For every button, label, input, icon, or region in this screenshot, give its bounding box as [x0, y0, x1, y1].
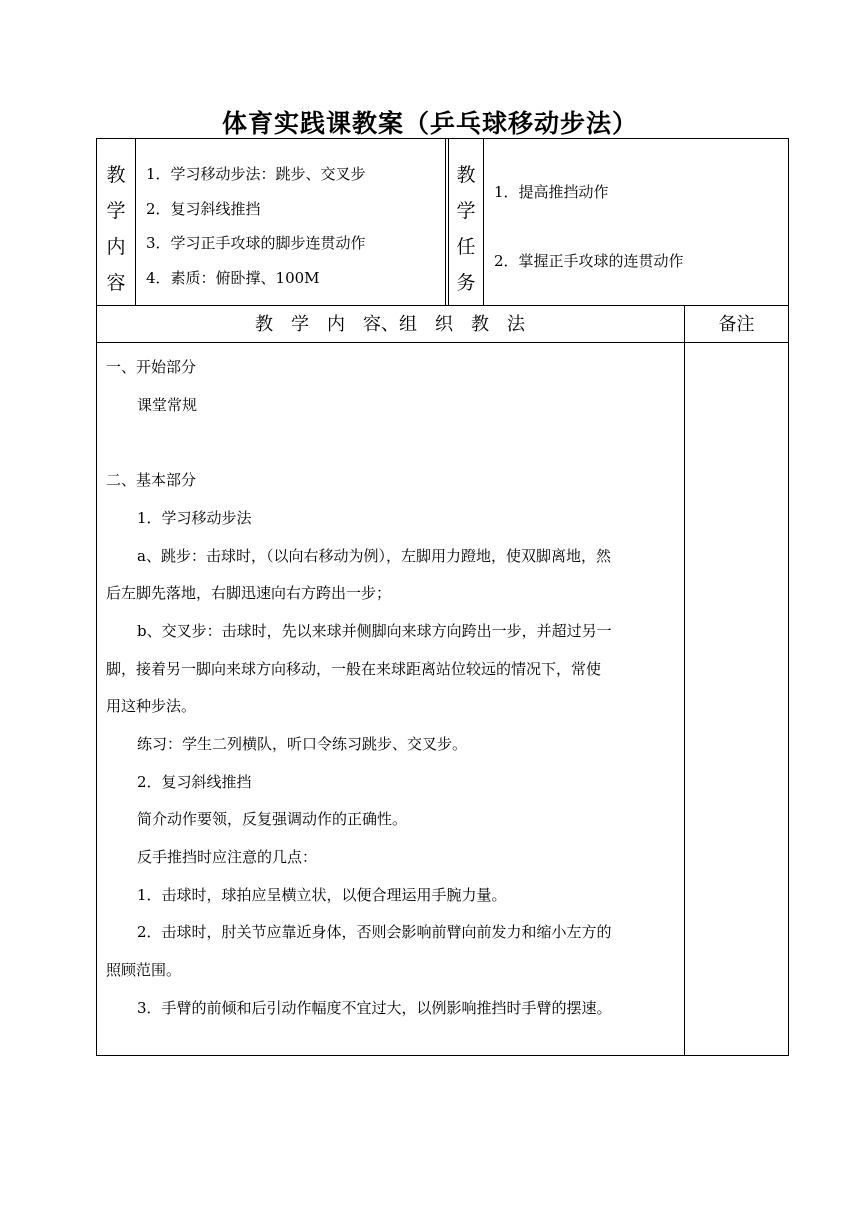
body-line: a、跳步：击球时，（以向右移动为例），左脚用力蹬地，使双脚离地，然: [137, 547, 611, 565]
table-divider-1: [96, 305, 789, 306]
body-line: b、交叉步：击球时，先以来球并侧脚向来球方向跨出一步，并超过另一: [137, 622, 612, 640]
body-line: 练习：学生二列横队，听口令练习跳步、交叉步。: [137, 735, 468, 753]
table-border-top: [96, 138, 789, 139]
body-line: 用这种步法。: [106, 697, 197, 715]
content-item: 1．学习移动步法：跳步、交叉步: [146, 165, 366, 183]
table-border-right: [788, 138, 789, 1056]
task-item: 2．掌握正手攻球的连贯动作: [494, 252, 684, 270]
body-line: 简介动作要领，反复强调动作的正确性。: [137, 810, 408, 828]
body-line: 1．学习移动步法: [137, 509, 252, 527]
body-line: 照顾范围。: [106, 961, 182, 979]
body-line: 2．复习斜线推挡: [137, 773, 252, 791]
task-label-char: 任: [456, 236, 476, 258]
content-label-char: 内: [106, 236, 126, 258]
content-label: [96, 157, 136, 301]
table-border-bottom: [96, 1055, 789, 1056]
body-line: 2．击球时，肘关节应靠近身体，否则会影响前臂向前发力和缩小左方的: [137, 923, 612, 941]
task-item: 1．提高推挡动作: [494, 183, 609, 201]
task-label: [446, 157, 486, 301]
page-title: 体育实践课教案（乒乓球移动步法）: [221, 109, 638, 138]
section-heading: 一、开始部分: [106, 358, 197, 376]
body-line: 后左脚先落地，右脚迅速向右方跨出一步；: [106, 584, 392, 602]
content-label-char: 学: [106, 200, 126, 222]
body-line: 3．手臂的前倾和后引动作幅度不宜过大，以例影响推挡时手臂的摆速。: [137, 999, 612, 1017]
content-item: 3．学习正手攻球的脚步连贯动作: [146, 234, 366, 252]
content-item: 4．素质：俯卧撑、100M: [146, 269, 320, 287]
table-col-line-note: [684, 305, 685, 1056]
body-line: 脚，接着另一脚向来球方向移动，一般在来球距离站位较远的情况下，常使: [106, 660, 602, 678]
task-label-char: 务: [456, 272, 476, 294]
main-column-header: 教 学 内 容、组 织 教 法: [255, 314, 525, 335]
section-heading: 二、基本部分: [106, 471, 197, 489]
body-line: 课堂常规: [137, 396, 198, 414]
task-label-char: 教: [456, 164, 476, 186]
body-line: 反手推挡时应注意的几点：: [137, 848, 318, 866]
note-column-header: 备注: [718, 314, 755, 335]
content-label-char: 教: [106, 164, 126, 186]
table-divider-2: [96, 342, 789, 343]
task-label-char: 学: [456, 200, 476, 222]
body-line: 1．击球时，球拍应呈横立状，以便合理运用手腕力量。: [137, 886, 507, 904]
content-item: 2．复习斜线推挡: [146, 200, 261, 218]
content-label-char: 容: [106, 272, 126, 294]
